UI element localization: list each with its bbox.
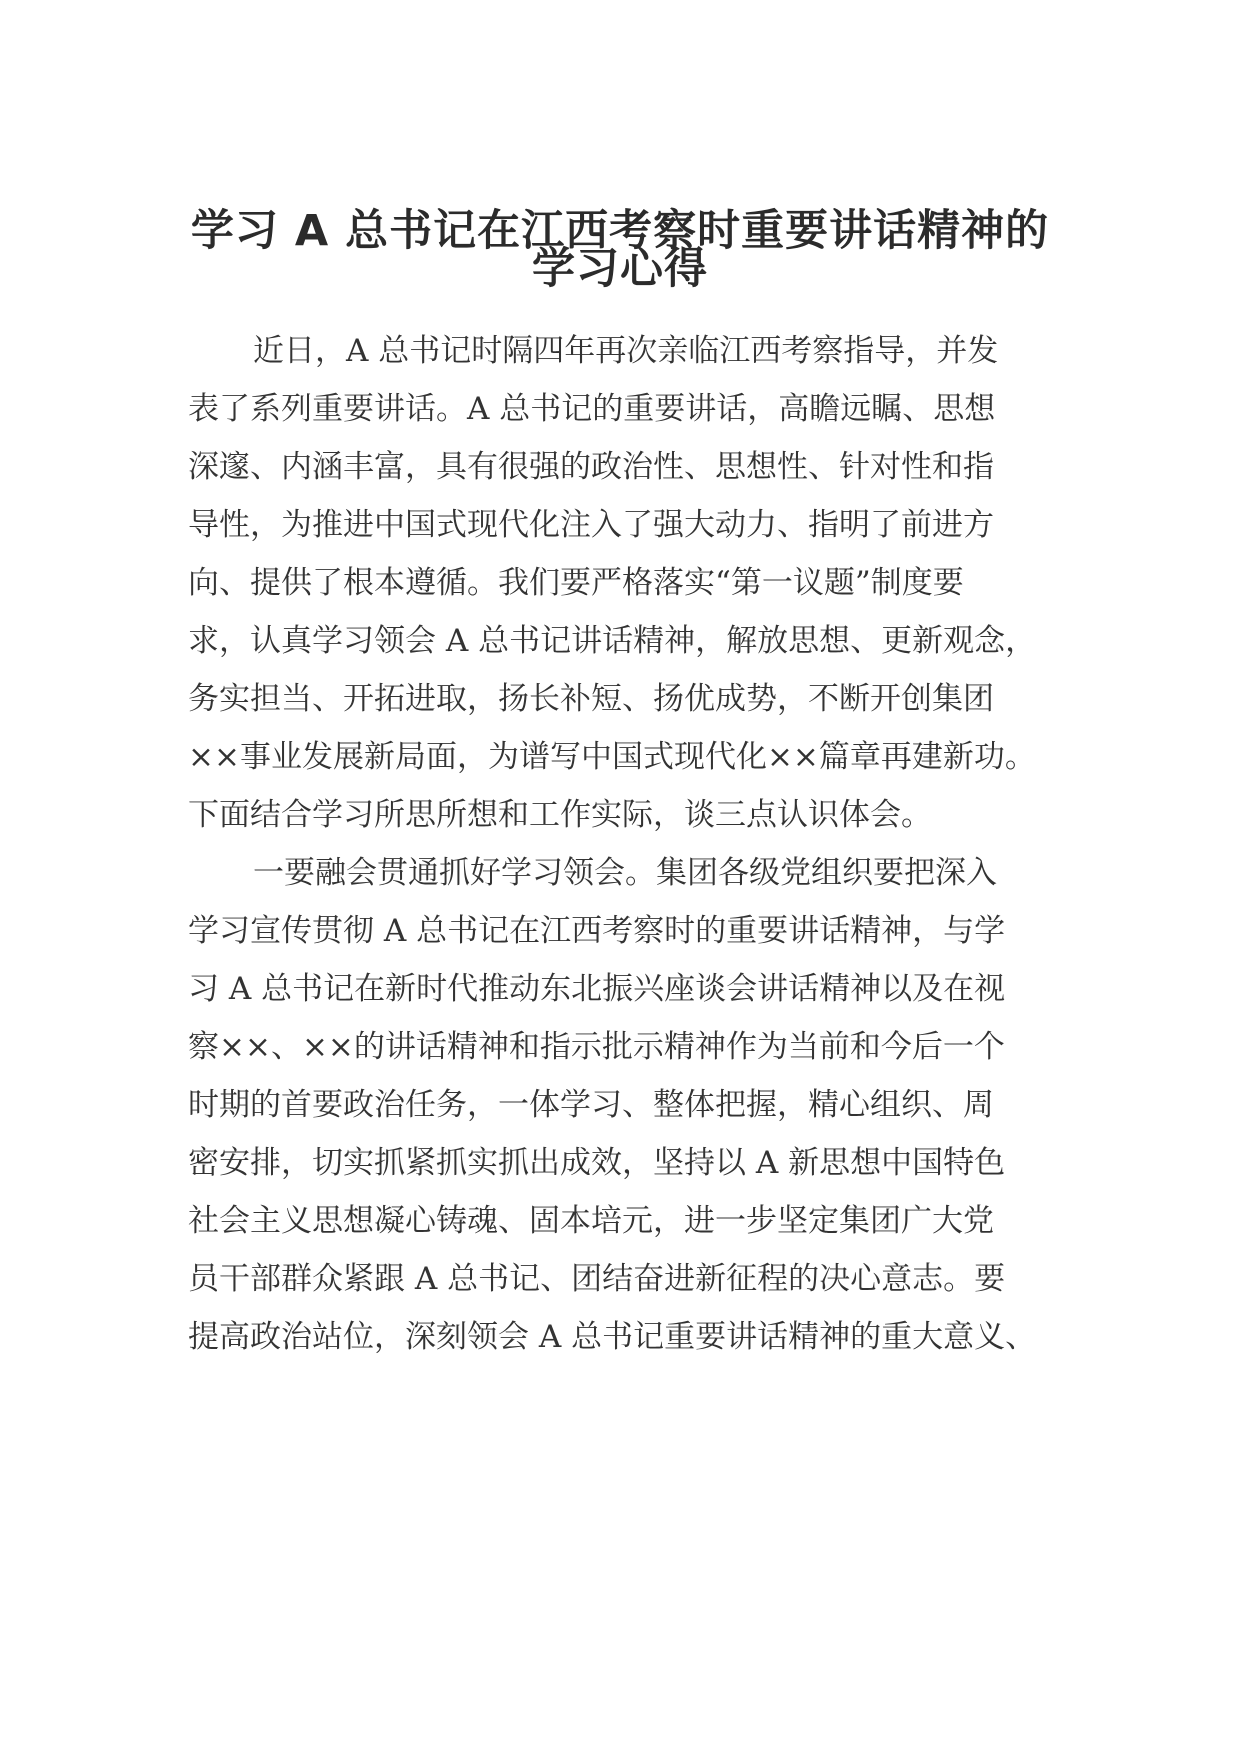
document-title-line-1: 学习 A 总书记在江西考察时重要讲话精神的 [190,206,1050,256]
paragraph-2-line-1: 一要融会贯通抓好学习领会。集团各级党组织要把深入 [253,855,997,891]
paragraph-2-line-7: 社会主义思想凝心铸魂、固本培元，进一步坚定集团广大党 [188,1203,994,1239]
paragraph-1-line-9: 下面结合学习所思所想和工作实际，谈三点认识体会。 [188,797,932,833]
paragraph-2-line-4: 察××、××的讲话精神和指示批示精神作为当前和今后一个 [188,1029,1005,1065]
paragraph-1-line-8: ××事业发展新局面，为谱写中国式现代化××篇章再建新功。 [188,739,1036,775]
paragraph-1-line-6: 求，认真学习领会 A 总书记讲话精神，解放思想、更新观念， [188,623,1037,659]
paragraph-1-line-2: 表了系列重要讲话。A 总书记的重要讲话，高瞻远瞩、思想 [188,391,996,427]
paragraph-1-line-5: 向、提供了根本遵循。我们要严格落实“第一议题”制度要 [188,565,964,601]
paragraph-2-line-5: 时期的首要政治任务，一体学习、整体把握，精心组织、周 [188,1087,994,1123]
paragraph-2-line-6: 密安排，切实抓紧抓实抓出成效，坚持以 A 新思想中国特色 [188,1145,1006,1181]
document-title-line-2: 学习心得 [532,244,708,294]
paragraph-1-line-7: 务实担当、开拓进取，扬长补短、扬优成势，不断开创集团 [188,681,994,717]
paragraph-2-line-3: 习 A 总书记在新时代推动东北振兴座谈会讲话精神以及在视 [188,971,1006,1007]
paragraph-2-line-8: 员干部群众紧跟 A 总书记、团结奋进新征程的决心意志。要 [188,1261,1006,1297]
paragraph-1-line-3: 深邃、内涵丰富，具有很强的政治性、思想性、针对性和指 [188,449,994,485]
paragraph-2-line-9: 提高政治站位，深刻领会 A 总书记重要讲话精神的重大意义、 [188,1319,1037,1355]
paragraph-1-line-4: 导性，为推进中国式现代化注入了强大动力、指明了前进方 [188,507,994,543]
paragraph-2-line-2: 学习宣传贯彻 A 总书记在江西考察时的重要讲话精神，与学 [188,913,1006,949]
paragraph-1-line-1: 近日，A 总书记时隔四年再次亲临江西考察指导，并发 [253,333,999,369]
